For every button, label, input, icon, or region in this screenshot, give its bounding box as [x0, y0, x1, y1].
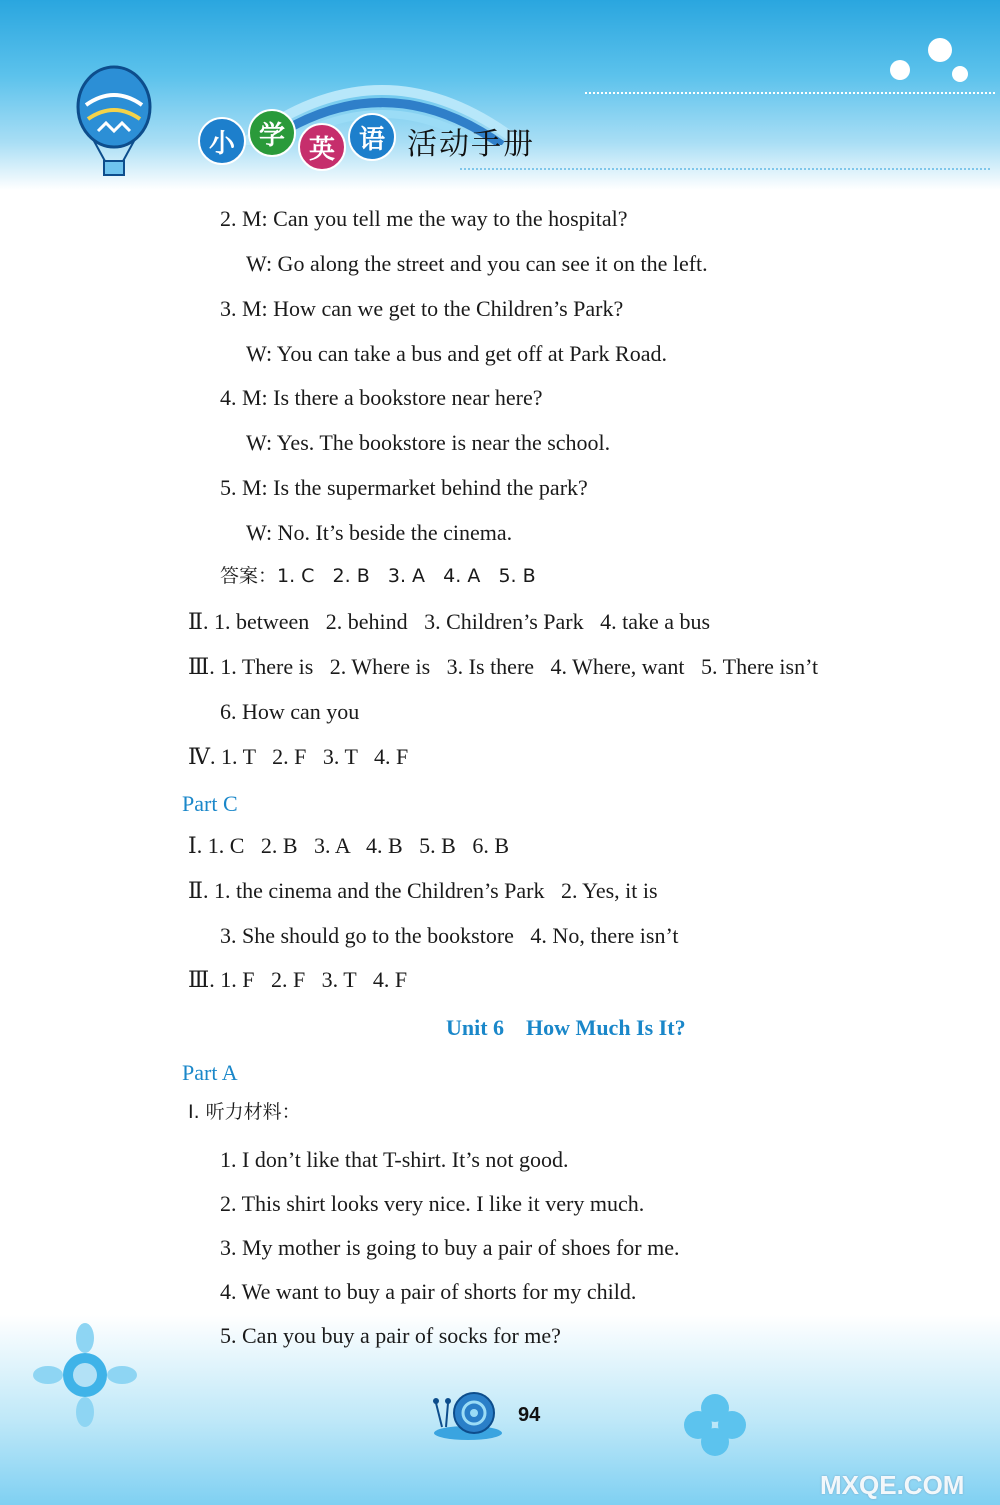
- header-logo: [72, 55, 552, 185]
- title-char: 小: [198, 117, 246, 165]
- title-char: 学: [248, 109, 296, 157]
- watermark: MXQE.COM: [820, 1470, 965, 1500]
- text-line: 2. This shirt looks very nice. I like it very much.: [220, 1191, 645, 1216]
- flower-icon: [30, 1320, 140, 1430]
- text-line: 4. M: Is there a bookstore near here?: [220, 385, 543, 410]
- text-line: 3. M: How can we get to the Children’s Park?: [220, 296, 624, 321]
- text-line: W: You can take a bus and get off at Park Road.: [246, 341, 667, 366]
- title-badges: [198, 117, 396, 171]
- header-dotted-line: [585, 92, 995, 94]
- text-line: W: No. It’s beside the cinema.: [246, 520, 513, 545]
- text-line: W: Go along the street and you can see it on the left.: [246, 251, 708, 276]
- page-number: 94: [518, 1404, 541, 1426]
- text-line: Ⅳ. 1. T 2. F 3. T 4. F: [188, 744, 409, 769]
- text-line: 3. My mother is going to buy a pair of shoes for me.: [220, 1235, 680, 1260]
- text-line: Ⅲ. 1. There is 2. Where is 3. Is there 4. Where, want 5. There isn’t: [188, 654, 819, 679]
- clover-icon: [680, 1390, 750, 1460]
- text-line: 5. M: Is the supermarket behind the park?: [220, 475, 588, 500]
- section-heading: Part C: [182, 791, 238, 816]
- text-line: Ⅲ. 1. F 2. F 3. T 4. F: [188, 967, 408, 992]
- text-line: 2. M: Can you tell me the way to the hospital?: [220, 206, 628, 231]
- text-line: Ⅰ. 听力材料：: [188, 1101, 301, 1123]
- hot-air-balloon-icon: [72, 65, 162, 185]
- snail-icon: [428, 1383, 508, 1443]
- text-line: 1. I don’t like that T-shirt. It’s not good.: [220, 1147, 569, 1172]
- text-line: 6. How can you: [220, 699, 360, 724]
- title-char: 语: [348, 113, 396, 161]
- text-line: 5. Can you buy a pair of socks for me?: [220, 1323, 561, 1348]
- text-line: W: Yes. The bookstore is near the school.: [246, 430, 611, 455]
- text-line: 4. We want to buy a pair of shorts for my child.: [220, 1279, 637, 1304]
- unit-title: Unit 6 How Much Is It?: [446, 1015, 686, 1040]
- answer-key-line: 答案：1. C 2. B 3. A 4. A 5. B: [220, 565, 536, 587]
- text-line: Ⅱ. 1. between 2. behind 3. Children’s Park 4. take a bus: [188, 609, 711, 634]
- text-line: Ⅱ. 1. the cinema and the Children’s Park 2. Yes, it is: [188, 878, 658, 903]
- page-title: 活动手册: [407, 127, 535, 162]
- text-line: Ⅰ. 1. C 2. B 3. A 4. B 5. B 6. B: [188, 833, 510, 858]
- section-heading: Part A: [182, 1060, 238, 1085]
- text-line: 3. She should go to the bookstore 4. No, there isn’t: [220, 923, 679, 948]
- star-flower-icon: [880, 30, 970, 90]
- title-char: 英: [298, 123, 346, 171]
